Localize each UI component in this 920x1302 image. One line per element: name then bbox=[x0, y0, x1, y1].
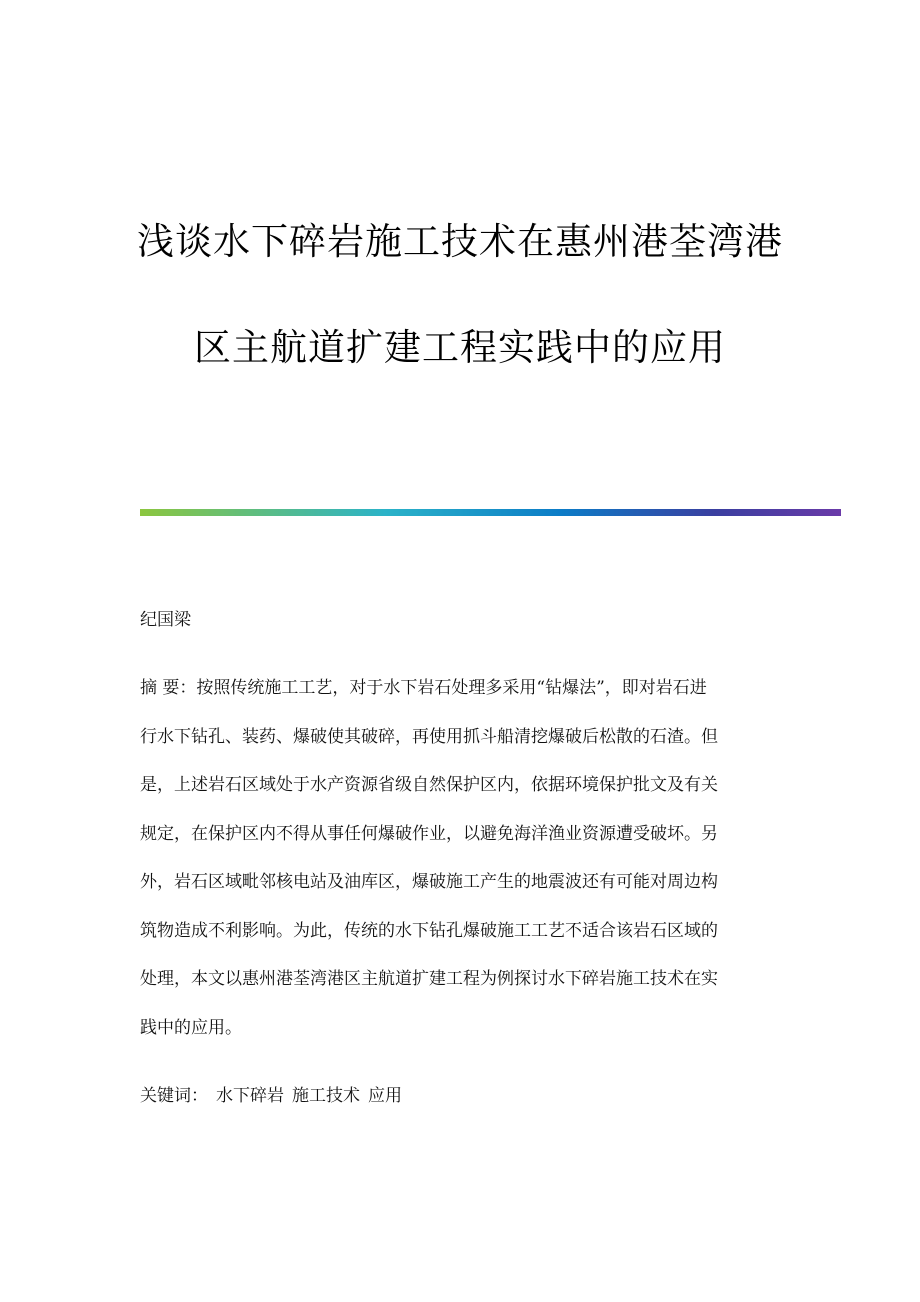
title-line-2: 区主航道扩建工程实践中的应用 bbox=[194, 326, 726, 369]
title-line-1: 浅谈水下碎岩施工技术在惠州港荃湾港 bbox=[137, 220, 783, 263]
abstract-line: 外，岩石区域毗邻核电站及油库区，爆破施工产生的地震波还有可能对周边构 bbox=[140, 872, 718, 892]
abstract-line: 是，上述岩石区域处于水产资源省级自然保护区内，依据环境保护批文及有关 bbox=[140, 775, 718, 795]
abstract-line: 摘 要：按照传统施工工艺，对于水下岩石处理多采用“钻爆法”，即对岩石进 bbox=[140, 678, 707, 698]
abstract-line: 行水下钻孔、装药、爆破使其破碎，再使用抓斗船清挖爆破后松散的石渣。但 bbox=[140, 726, 718, 747]
document-title bbox=[0, 222, 920, 368]
abstract-line: 践中的应用。 bbox=[140, 1017, 242, 1038]
abstract-line: 规定，在保护区内不得从事任何爆破作业，以避免海洋渔业资源遭受破坏。另 bbox=[140, 823, 718, 844]
keywords-label: 关键词： bbox=[140, 1086, 208, 1106]
author-name: 纪国梁 bbox=[140, 610, 191, 630]
gradient-divider bbox=[140, 509, 841, 516]
abstract-line: 处理，本文以惠州港荃湾港区主航道扩建工程为例探讨水下碎岩施工技术在实 bbox=[140, 969, 718, 989]
keyword-item: 水下碎岩 bbox=[216, 1086, 284, 1106]
keyword-item: 施工技术 bbox=[292, 1086, 360, 1106]
keyword-item: 应用 bbox=[368, 1086, 402, 1106]
abstract-line: 筑物造成不利影响。为此，传统的水下钻孔爆破施工工艺不适合该岩石区域的 bbox=[140, 920, 718, 941]
abstract bbox=[140, 676, 780, 1064]
keywords bbox=[140, 1084, 402, 1108]
